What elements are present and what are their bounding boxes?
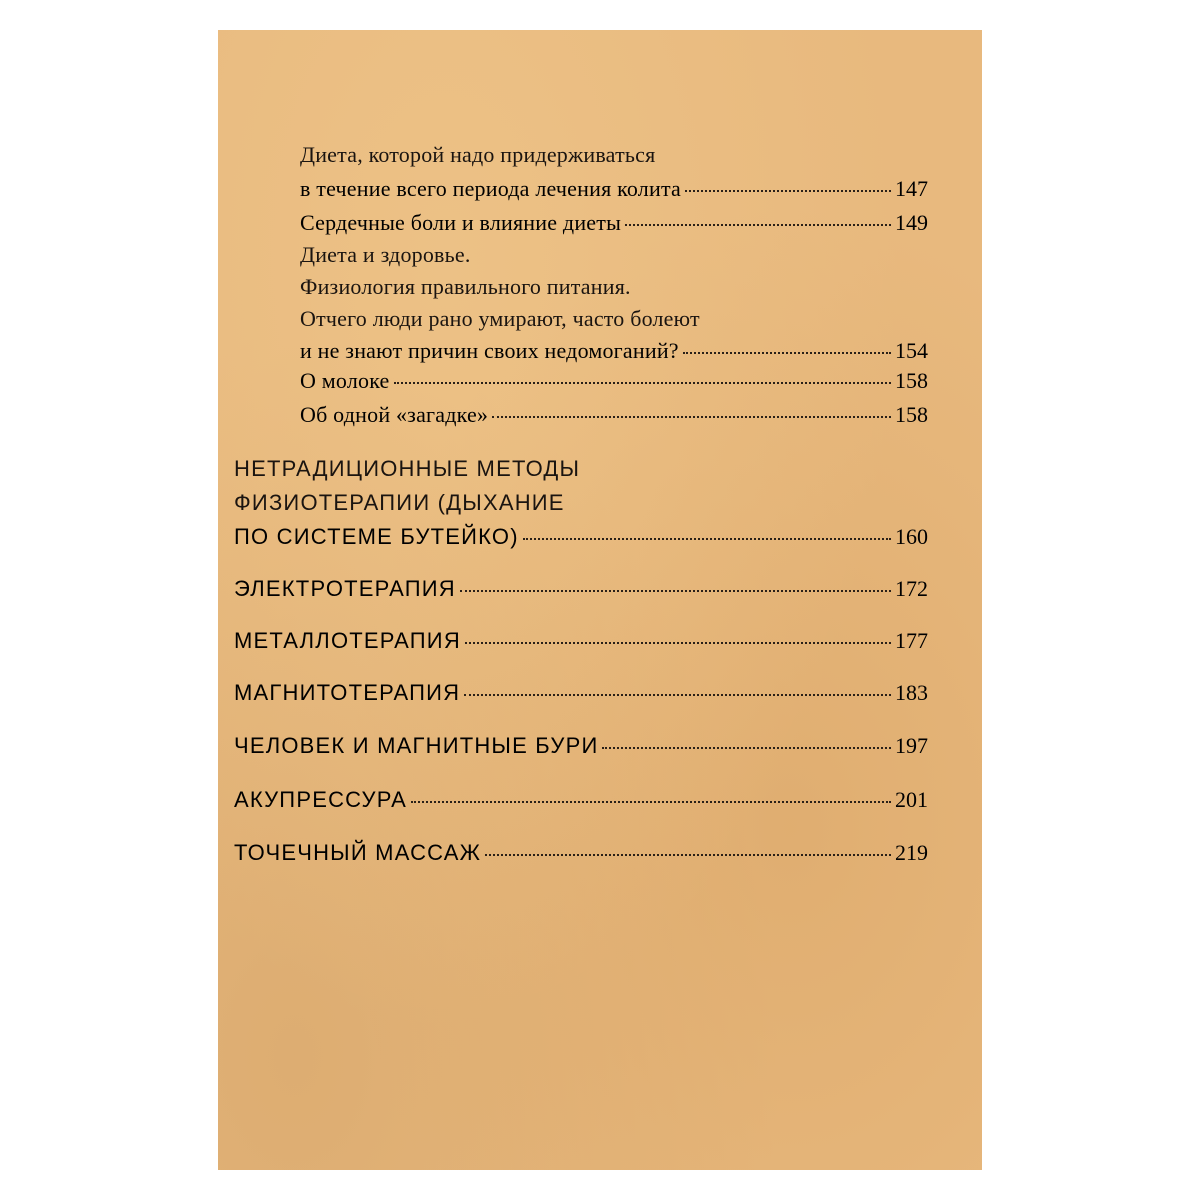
toc-page-number: 177 <box>895 628 928 653</box>
book-page <box>218 30 982 1170</box>
toc-chapter-line: ФИЗИОТЕРАПИИ (ДЫХАНИЕ <box>234 490 565 515</box>
toc-entry-riddle <box>300 402 928 428</box>
toc-entry-title: Об одной «загадке» <box>300 402 489 427</box>
leader-dots <box>683 352 891 354</box>
toc-page-number: 201 <box>895 787 928 812</box>
toc-page-number: 197 <box>895 733 928 758</box>
toc-chapter-title: ЧЕЛОВЕК И МАГНИТНЫЕ БУРИ <box>234 733 599 758</box>
toc-page-number: 172 <box>895 576 928 601</box>
toc-page-number: 149 <box>895 210 928 235</box>
toc-chapter-magnetic-storms <box>234 733 928 759</box>
leader-dots <box>523 538 891 540</box>
toc-entry-heart-pain <box>300 210 928 236</box>
leader-dots <box>394 382 891 384</box>
leader-dots <box>411 801 891 803</box>
leader-dots <box>460 590 891 592</box>
toc-entry-diet-colitis <box>300 176 928 202</box>
leader-dots <box>465 642 891 644</box>
toc-page-number: 158 <box>895 402 928 427</box>
toc-entry-line: Диета, которой надо придерживаться <box>300 142 656 167</box>
toc-entry-title: в течение всего периода лечения колита <box>300 176 681 201</box>
toc-entry-title: О молоке <box>300 368 390 393</box>
toc-chapter-acupressure <box>234 787 928 813</box>
leader-dots <box>492 416 891 418</box>
toc-chapter-title: ЭЛЕКТРОТЕРАПИЯ <box>234 576 456 601</box>
toc-entry-line: Отчего люди рано умирают, часто болеют <box>300 306 700 331</box>
toc-chapter-point-massage <box>234 840 928 866</box>
toc-chapter-electrotherapy <box>234 576 928 602</box>
toc-page-number: 183 <box>895 680 928 705</box>
toc-chapter-magnetotherapy <box>234 680 928 706</box>
toc-chapter-title: АКУПРЕССУРА <box>234 787 407 812</box>
toc-page-number: 158 <box>895 368 928 393</box>
toc-page-number: 147 <box>895 176 928 201</box>
toc-entry-line: Физиология правильного питания. <box>300 274 631 299</box>
leader-dots <box>485 854 891 856</box>
toc-chapter-buteyko <box>234 524 928 550</box>
toc-entry-milk <box>300 368 928 394</box>
toc-entry-diet-health <box>300 338 928 364</box>
toc-page-number: 160 <box>895 524 928 549</box>
toc-chapter-title: ПО СИСТЕМЕ БУТЕЙКО) <box>234 524 519 549</box>
toc-chapter-metallotherapy <box>234 628 928 654</box>
toc-entry-title: Сердечные боли и влияние диеты <box>300 210 622 235</box>
leader-dots <box>685 190 891 192</box>
toc-entry-line: Диета и здоровье. <box>300 242 471 267</box>
leader-dots <box>625 224 891 226</box>
toc-entry-title: и не знают причин своих недомоганий? <box>300 338 679 363</box>
leader-dots <box>464 694 891 696</box>
toc-chapter-title: ТОЧЕЧНЫЙ МАССАЖ <box>234 840 482 865</box>
toc-chapter-title: МАГНИТОТЕРАПИЯ <box>234 680 461 705</box>
toc-chapter-title: МЕТАЛЛОТЕРАПИЯ <box>234 628 461 653</box>
toc-page-number: 154 <box>895 338 928 363</box>
toc-chapter-line: НЕТРАДИЦИОННЫЕ МЕТОДЫ <box>234 456 581 481</box>
leader-dots <box>602 747 891 749</box>
toc-page-number: 219 <box>895 840 928 865</box>
